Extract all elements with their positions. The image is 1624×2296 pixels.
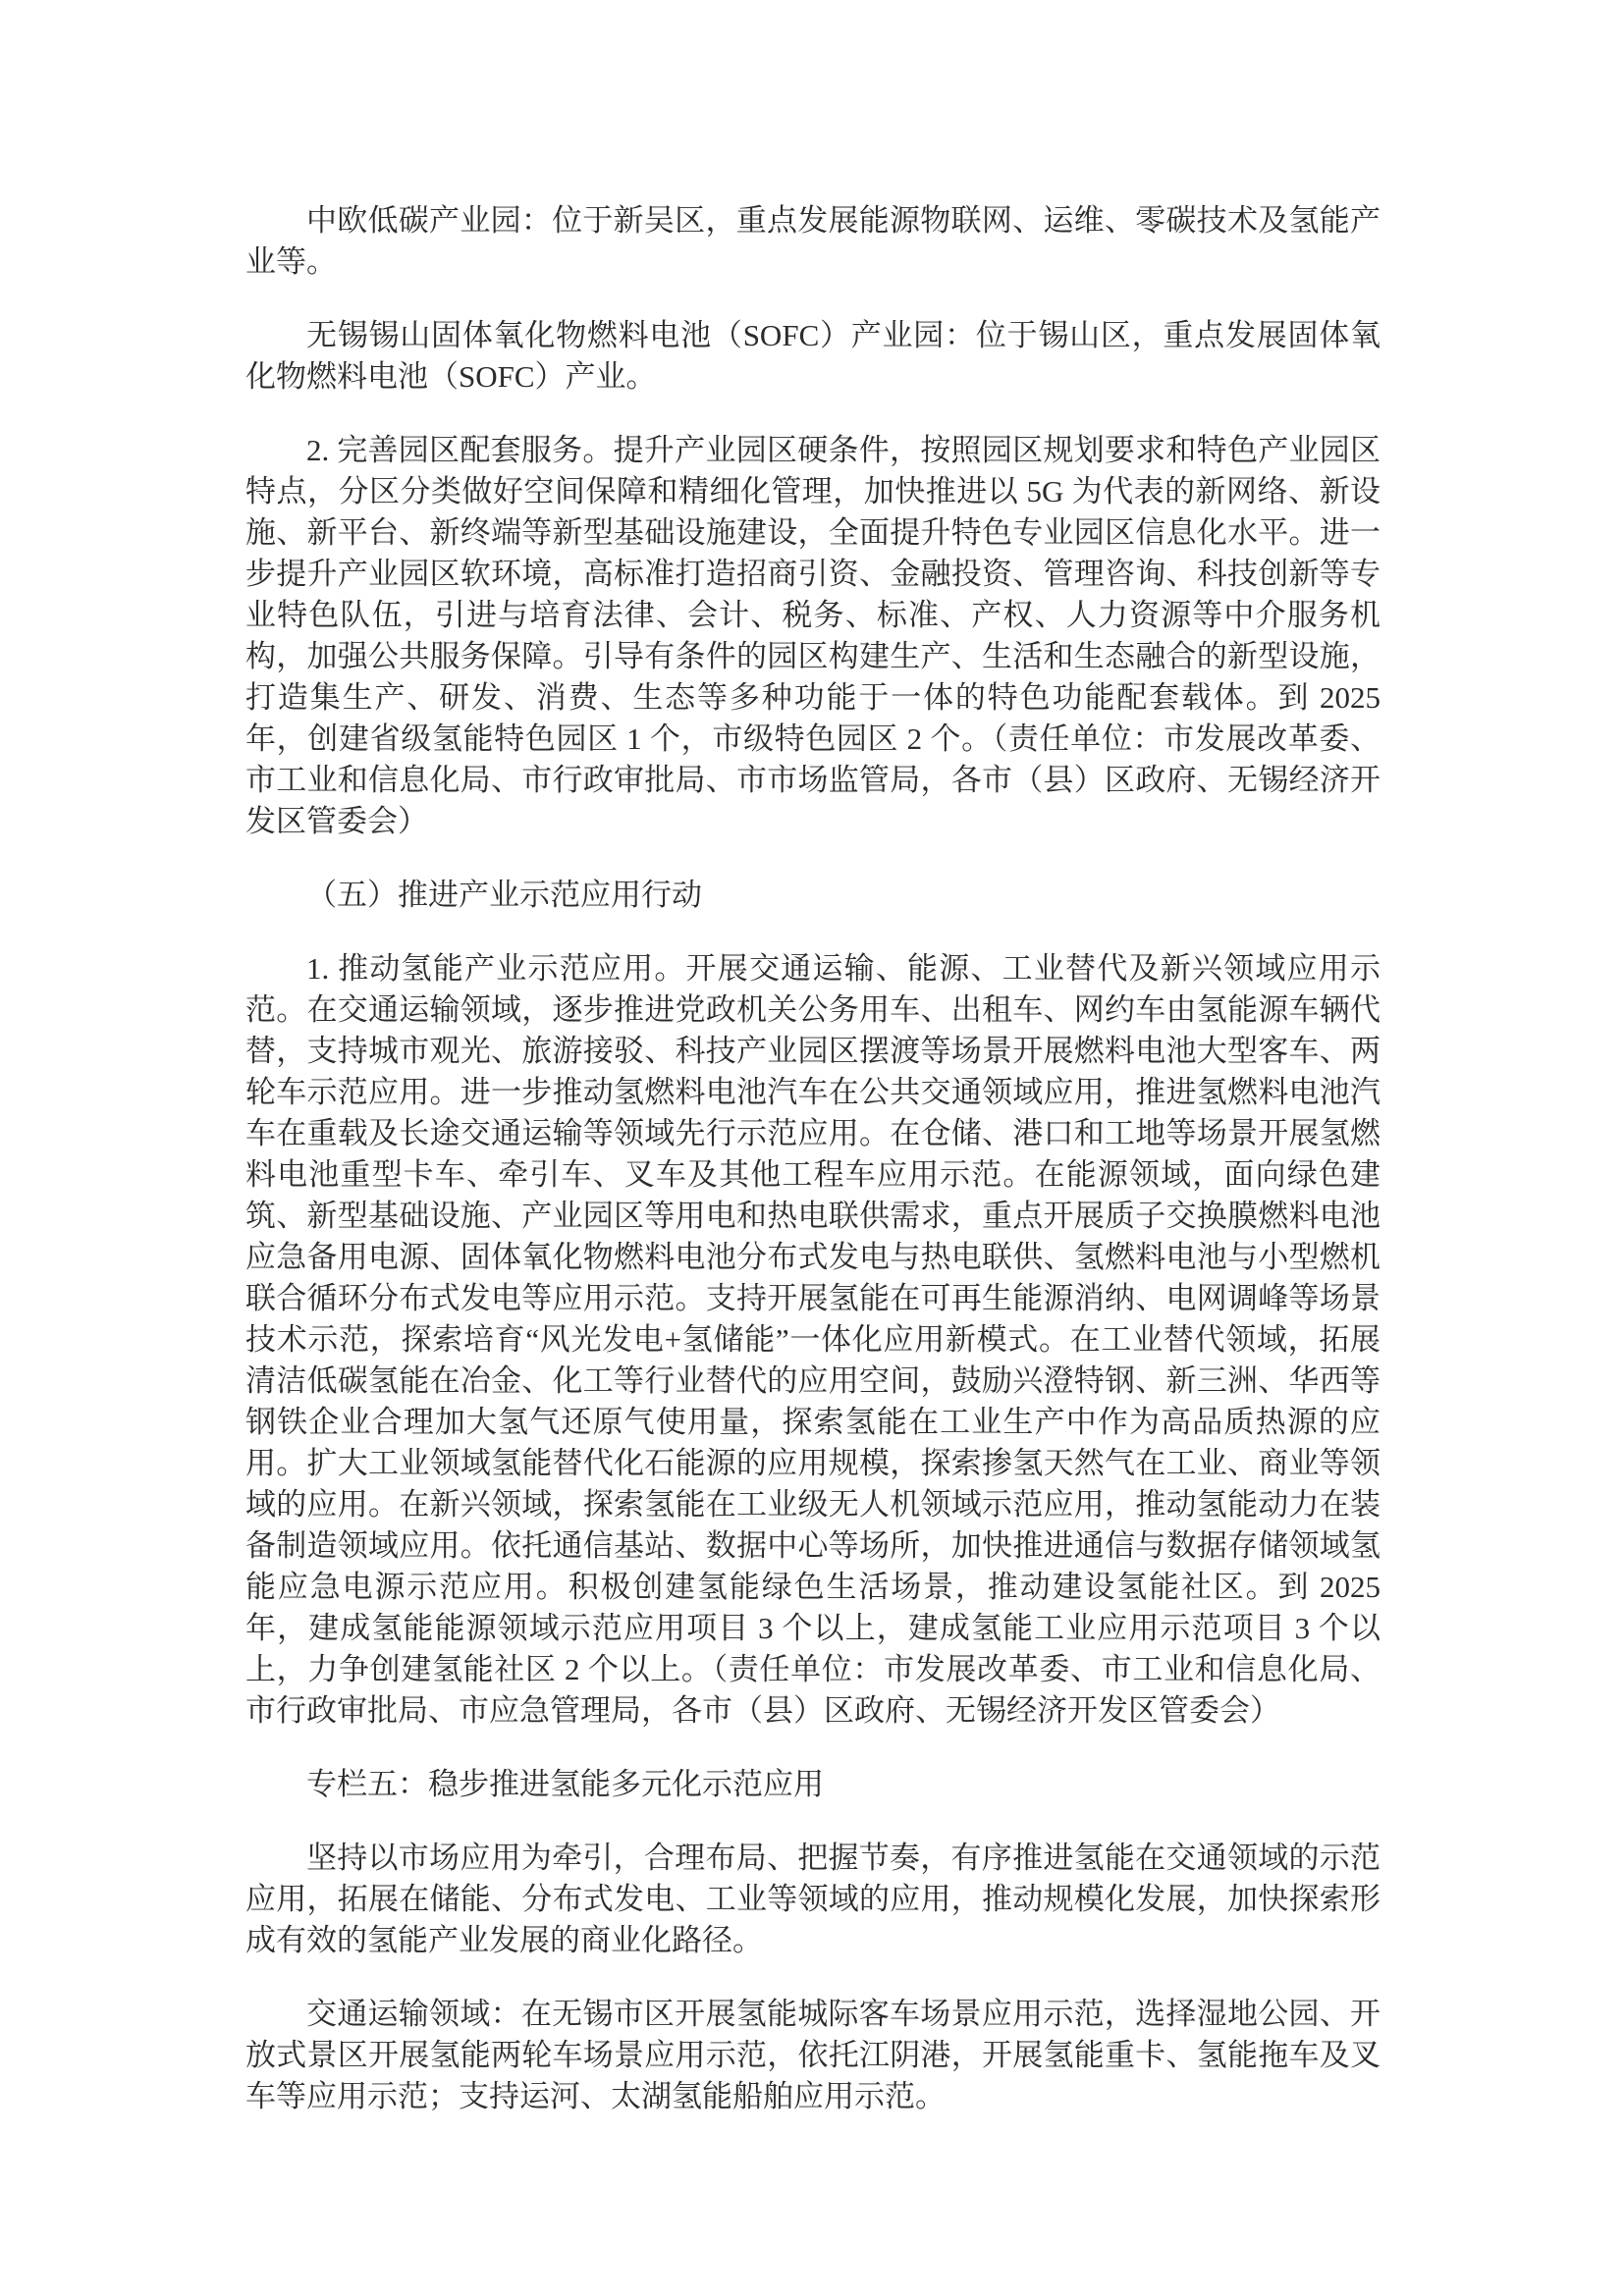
para-zhongou-lowcarbon-park: 中欧低碳产业园：位于新吴区，重点发展能源物联网、运维、零碳技术及氢能产业等。	[245, 203, 1380, 279]
para-promote-hydrogen-demo-application: 1. 推动氢能产业示范应用。开展交通运输、能源、工业替代及新兴领域应用示范。在交通运输领域，逐步推进党政机关公务用车、出租车、网约车由氢能源车辆代替，支持城市观光、旅游接驳、科技产业园区摆渡等场景开展燃料电池大型客车、两轮车示范应用。进一步推动氢燃料电池汽车在公共交通领域应用，推进氢燃料电池汽车在重载及长途交通运输等领域先行示范应用。在仓储、港口和工地等场景开展氢燃料电池重型卡车、牵引车、叉车及其他工程车应用示范。在能源领域，面向绿色建筑、新型基础设施、产业园区等用电和热电联供需求，重点开展质子交换膜燃料电池应急备用电源、固体氧化物燃料电池分布式发电与热电联供、氢燃料电池与小型燃机联合循环分布式发电等应用示范。支持开展氢能在可再生能源消纳、电网调峰等场景技术示范，探索培育“风光发电+氢储能”一体化应用新模式。在工业替代领域，拓展清洁低碳氢能在冶金、化工等行业替代的应用空间，鼓励兴澄特钢、新三洲、华西等钢铁企业合理加大氢气还原气使用量，探索氢能在工业生产中作为高品质热源的应用。扩大工业领域氢能替代化石能源的应用规模，探索掺氢天然气在工业、商业等领域的应用。在新兴领域，探索氢能在工业级无人机领域示范应用，推动氢能动力在装备制造领域应用。依托通信基站、数据中心等场所，加快推进通信与数据存储领域氢能应急电源示范应用。积极创建氢能绿色生活场景，推动建设氢能社区。到 2025 年，建成氢能能源领域示范应用项目 3 个以上，建成氢能工业应用示范项目 3 个以上，力争创建氢能社区 2 个以上。（责任单位：市发展改革委、市工业和信息化局、市行政审批局、市应急管理局，各市（县）区政府、无锡经济开发区管委会）	[245, 951, 1380, 1728]
para-transport-field-demo: 交通运输领域：在无锡市区开展氢能城际客车场景应用示范，选择湿地公园、开放式景区开展氢能两轮车场景应用示范，依托江阴港，开展氢能重卡、氢能拖车及叉车等应用示范；支持运河、太湖氢能船舶应用示范。	[245, 1997, 1380, 2113]
heading-section-five-demo-application-action: （五）推进产业示范应用行动	[306, 878, 702, 912]
document-body	[245, 200, 1380, 2117]
para-improve-park-supporting-services: 2. 完善园区配套服务。提升产业园区硬条件，按照园区规划要求和特色产业园区特点，分区分类做好空间保障和精细化管理，加快推进以 5G 为代表的新网络、新设施、新平台、新终端等新型基础设施建设，全面提升特色专业园区信息化水平。进一步提升产业园区软环境，高标准打造招商引资、金融投资、管理咨询、科技创新等专业特色队伍，引进与培育法律、会计、税务、标准、产权、人力资源等中介服务机构，加强公共服务保障。引导有条件的园区构建生产、生活和生态融合的新型设施，打造集生产、研发、消费、生态等多种功能于一体的特色功能配套载体。到 2025 年，创建省级氢能特色园区 1 个，市级特色园区 2 个。（责任单位：市发展改革委、市工业和信息化局、市行政审批局、市市场监管局，各市（县）区政府、无锡经济开发区管委会）	[245, 433, 1380, 838]
para-market-driven-commercialization-path: 坚持以市场应用为牵引，合理布局、把握节奏，有序推进氢能在交通领域的示范应用，拓展在储能、分布式发电、工业等领域的应用，推动规模化发展，加快探索形成有效的氢能产业发展的商业化路径。	[245, 1841, 1380, 1957]
heading-column-five-diversified-demo: 专栏五：稳步推进氢能多元化示范应用	[306, 1767, 824, 1801]
para-sofc-industry-park: 无锡锡山固体氧化物燃料电池（SOFC）产业园：位于锡山区，重点发展固体氧化物燃料电池（SOFC）产业。	[245, 318, 1380, 394]
